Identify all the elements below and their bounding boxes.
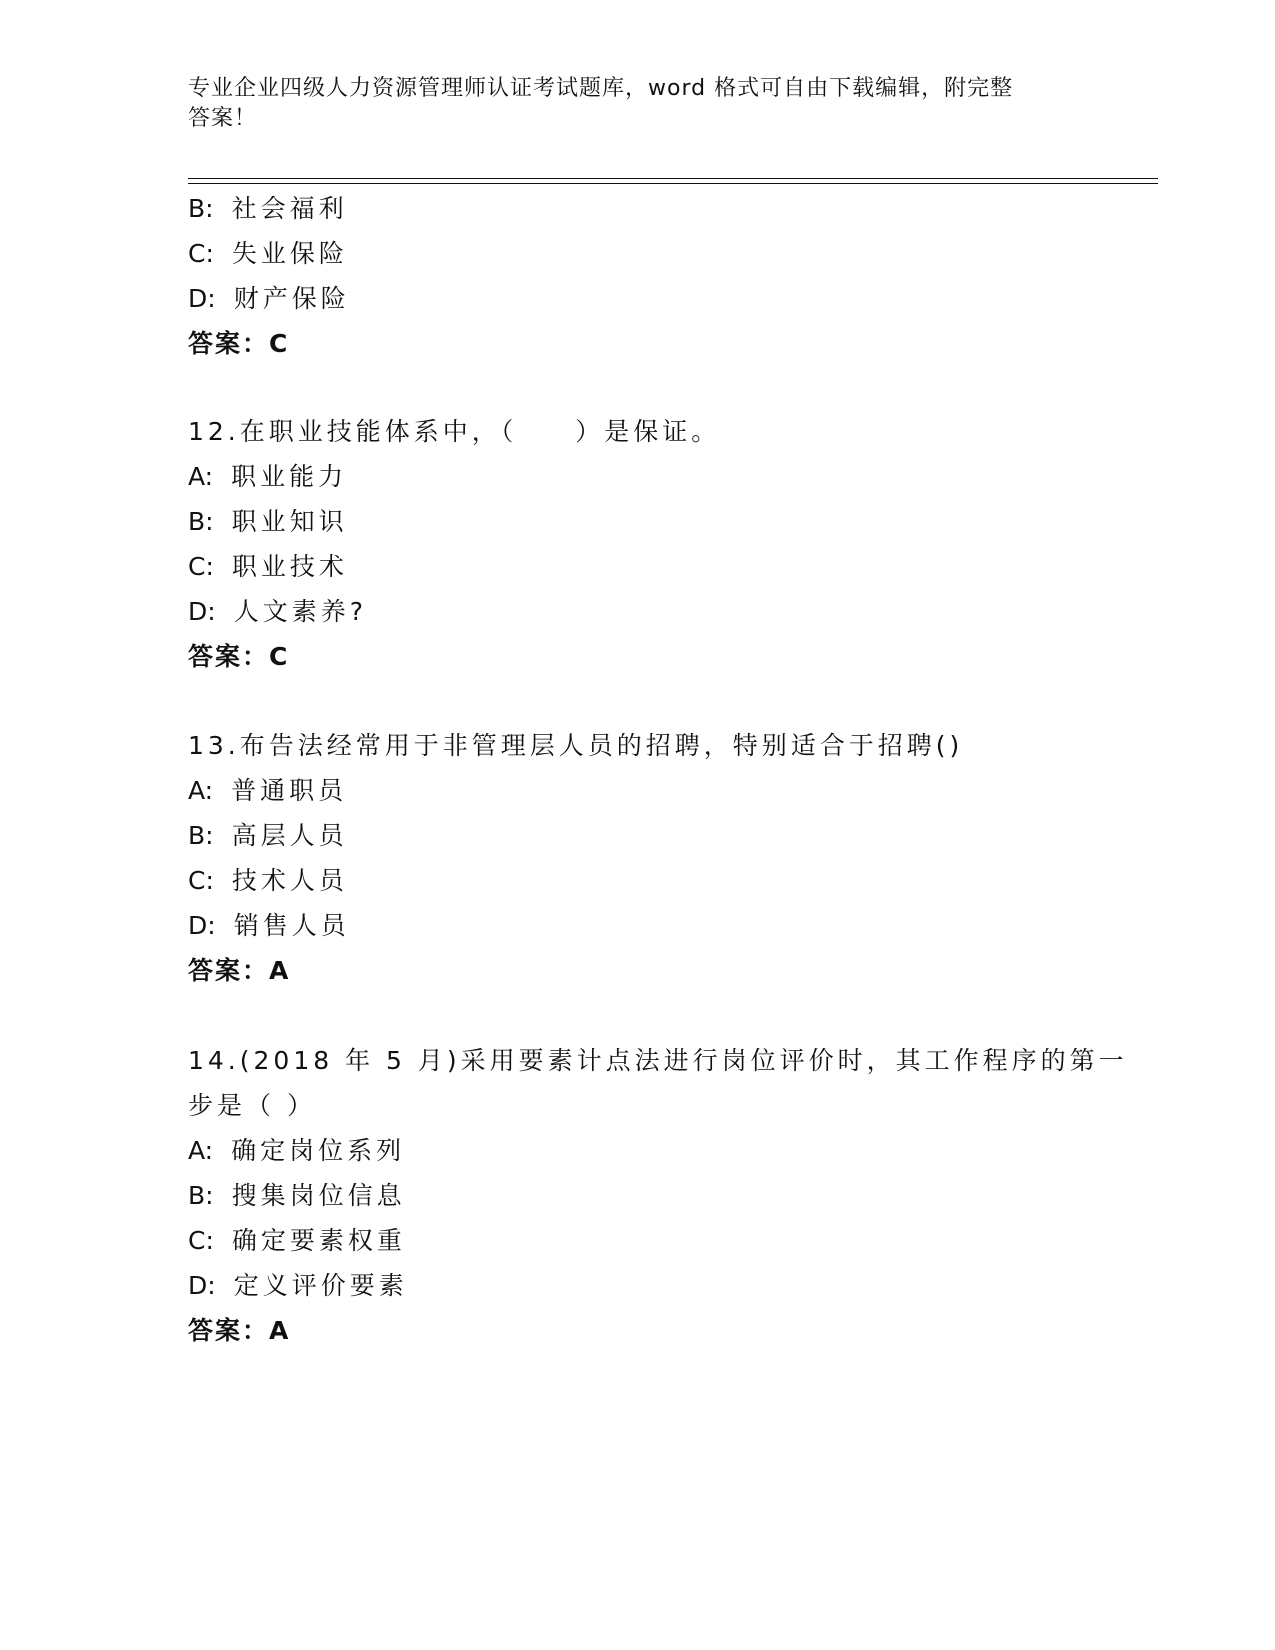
q13-stem: 13.布告法经常用于非管理层人员的招聘，特别适合于招聘() [188,731,964,760]
option-label: B: [188,821,214,850]
option-label: A: [188,776,214,805]
q11-option-c [188,238,348,270]
option-label: C: [188,552,214,581]
option-label: D: [188,1271,216,1300]
header-line-2: 答案！ [188,106,258,131]
q12-option-b [188,506,348,538]
q13-option-b [188,820,348,852]
option-label: B: [188,194,214,223]
option-label: D: [188,597,216,626]
q12-option-c [188,551,348,583]
q12-option-d [188,596,367,628]
header-line-1: 专业企业四级人力资源管理师认证考试题库，word 格式可自由下载编辑，附完整 [188,76,1014,101]
option-label: A: [188,462,214,491]
option-text: 职业知识 [231,507,348,536]
q11-option-d [188,283,350,315]
option-text: 确定要素权重 [231,1226,406,1255]
q14-stem-line-1: 14.(2018 年 5 月)采用要素计点法进行岗位评价时，其工作程序的第一 [188,1046,1128,1075]
option-text: 职业技术 [231,552,348,581]
option-label: A: [188,1136,214,1165]
q12-stem: 12.在职业技能体系中，（ ）是保证。 [188,417,721,446]
q13-option-a [188,775,347,807]
header-divider-top [188,178,1158,179]
option-text: 定义评价要素 [233,1271,408,1300]
option-label: B: [188,1181,214,1210]
q14-stem-line-2: 步是（ ） [188,1091,316,1120]
option-label: C: [188,239,214,268]
option-label: C: [188,866,214,895]
option-text: 人文素养? [233,597,367,626]
option-text: 搜集岗位信息 [231,1181,406,1210]
q11-option-b [188,193,348,225]
q11-answer: 答案：C [188,329,290,358]
q14-option-d [188,1270,408,1302]
q14-answer: 答案：A [188,1316,291,1345]
option-label: D: [188,911,216,940]
q14-option-c [188,1225,406,1257]
q12-option-a [188,461,347,493]
q12-answer: 答案：C [188,642,290,671]
option-text: 财产保险 [233,284,350,313]
q13-answer: 答案：A [188,956,291,985]
q14-option-a [188,1135,405,1167]
option-text: 销售人员 [233,911,350,940]
option-label: C: [188,1226,214,1255]
document-header [188,74,1088,134]
option-label: D: [188,284,216,313]
header-divider-bottom [188,183,1158,184]
option-text: 技术人员 [231,866,348,895]
option-text: 社会福利 [231,194,348,223]
option-text: 高层人员 [231,821,348,850]
option-text: 失业保险 [231,239,348,268]
q13-option-d [188,910,350,942]
option-text: 职业能力 [231,462,348,491]
option-text: 确定岗位系列 [231,1136,406,1165]
q13-option-c [188,865,348,897]
option-label: B: [188,507,214,536]
q14-option-b [188,1180,406,1212]
option-text: 普通职员 [231,776,348,805]
